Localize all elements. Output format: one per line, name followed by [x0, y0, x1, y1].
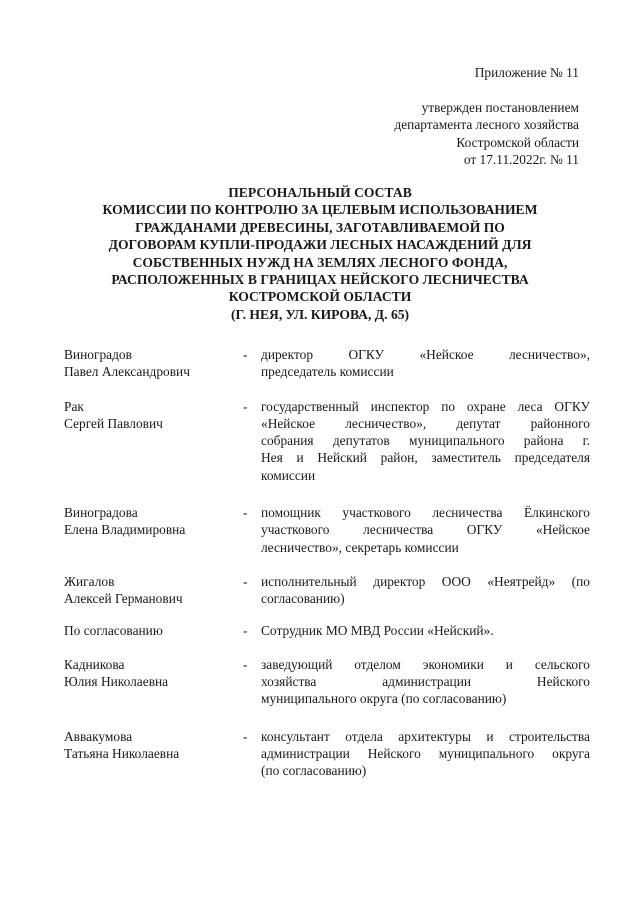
- member-dash: -: [243, 728, 248, 744]
- member-given-name: Юлия Николаевна: [64, 674, 169, 690]
- approval-line: департамента лесного хозяйства: [394, 117, 579, 132]
- member-role-line: председатель комиссии: [261, 364, 394, 380]
- member-row: [64, 622, 590, 639]
- member-role-line: хозяйства администрации Нейского: [261, 674, 590, 690]
- member-role-line: Нея и Нейский район, заместитель председателя: [261, 450, 590, 466]
- member-role-line: Сотрудник МО МВД России «Нейский».: [261, 622, 494, 638]
- title-line: ДОГОВОРАМ КУПЛИ-ПРОДАЖИ ЛЕСНЫХ НАСАЖДЕНИЙ ДЛЯ: [108, 237, 532, 253]
- member-role: [261, 504, 590, 556]
- member-role-line: собрания депутатов муниципального района г.: [261, 433, 590, 449]
- appendix-number: Приложение № 11: [474, 65, 579, 80]
- member-given-name: Татьяна Николаевна: [64, 746, 180, 762]
- member-given-name: Елена Владимировна: [64, 522, 186, 538]
- member-surname: Кадникова: [64, 656, 125, 672]
- member-name: [64, 346, 242, 381]
- member-dash: -: [243, 622, 248, 638]
- member-surname: Виноградов: [64, 347, 132, 362]
- member-role-line: комиссии: [261, 467, 316, 483]
- member-row: [64, 504, 590, 556]
- approval-header: [394, 64, 579, 169]
- title-line: ГРАЖДАНАМИ ДРЕВЕСИНЫ, ЗАГОТАВЛИВАЕМОЙ ПО: [135, 219, 505, 235]
- member-surname: Аввакумова: [64, 728, 133, 744]
- member-role-line: согласованию): [261, 591, 345, 607]
- member-row: [64, 573, 590, 608]
- member-role: [261, 346, 590, 381]
- member-given-name: Сергей Павлович: [64, 415, 163, 431]
- member-role-line: консультант отдела архитектуры и строительства: [261, 728, 590, 744]
- member-role: [261, 622, 590, 639]
- member-role-line: исполнительный директор ООО «Неятрейд» (по: [261, 573, 590, 589]
- title-address: (Г. НЕЯ, УЛ. КИРОВА, Д. 65): [230, 306, 410, 322]
- member-surname: По согласованию: [64, 622, 163, 638]
- member-row: [64, 728, 590, 780]
- member-role-line: муниципального округа (по согласованию): [261, 691, 507, 707]
- approval-line: утвержден постановлением: [421, 99, 579, 115]
- member-row: [64, 656, 590, 708]
- member-dash: -: [243, 505, 248, 521]
- member-name: [64, 504, 242, 556]
- title-line: КОМИССИИ ПО КОНТРОЛЮ ЗА ЦЕЛЕВЫМ ИСПОЛЬЗОВАНИЕМ: [102, 202, 538, 218]
- member-role-line: «Нейское лесничество», депутат районного: [261, 415, 590, 431]
- member-role-line: администрации Нейского муниципального округа: [261, 746, 590, 762]
- approval-date: от 17.11.2022г. № 11: [463, 152, 579, 167]
- member-given-name: Алексей Германович: [64, 591, 183, 607]
- member-role: [261, 573, 590, 608]
- member-name: [64, 622, 242, 639]
- title-line: КОСТРОМСКОЙ ОБЛАСТИ: [228, 289, 412, 305]
- member-role-line: директор ОГКУ «Нейское лесничество»,: [261, 347, 590, 362]
- member-role-line: заведующий отделом экономики и сельского: [261, 656, 590, 672]
- member-role-line: лесничество», секретарь комиссии: [261, 539, 459, 555]
- member-name: [64, 656, 242, 708]
- member-role: [261, 728, 590, 780]
- member-dash: -: [243, 398, 248, 414]
- member-name: [64, 728, 242, 780]
- member-row: [64, 346, 590, 381]
- member-role-line: государственный инспектор по охране леса ОГКУ: [261, 398, 590, 414]
- title-line: СОБСТВЕННЫХ НУЖД НА ЗЕМЛЯХ ЛЕСНОГО ФОНДА,: [132, 254, 508, 270]
- member-dash: -: [243, 573, 248, 589]
- title-line: РАСПОЛОЖЕННЫХ В ГРАНИЦАХ НЕЙСКОГО ЛЕСНИЧЕСТВА: [111, 272, 529, 288]
- member-dash: -: [243, 347, 248, 362]
- member-role: [261, 398, 590, 484]
- member-surname: Виноградова: [64, 505, 138, 521]
- title-line: ПЕРСОНАЛЬНЫЙ СОСТАВ: [228, 185, 412, 200]
- member-role-line: (по согласованию): [261, 763, 367, 779]
- member-role-line: участкового лесничества ОГКУ «Нейское: [261, 522, 590, 538]
- member-surname: Жигалов: [64, 573, 115, 589]
- document-title: [60, 184, 580, 323]
- approval-line: Костромской области: [456, 134, 579, 150]
- member-row: [64, 398, 590, 484]
- member-given-name: Павел Александрович: [64, 364, 190, 380]
- commission-members-list: [64, 346, 590, 780]
- member-name: [64, 398, 242, 484]
- member-role: [261, 656, 590, 708]
- member-dash: -: [243, 656, 248, 672]
- member-role-line: помощник участкового лесничества Ёлкинского: [261, 505, 590, 521]
- member-surname: Рак: [64, 398, 84, 414]
- member-name: [64, 573, 242, 608]
